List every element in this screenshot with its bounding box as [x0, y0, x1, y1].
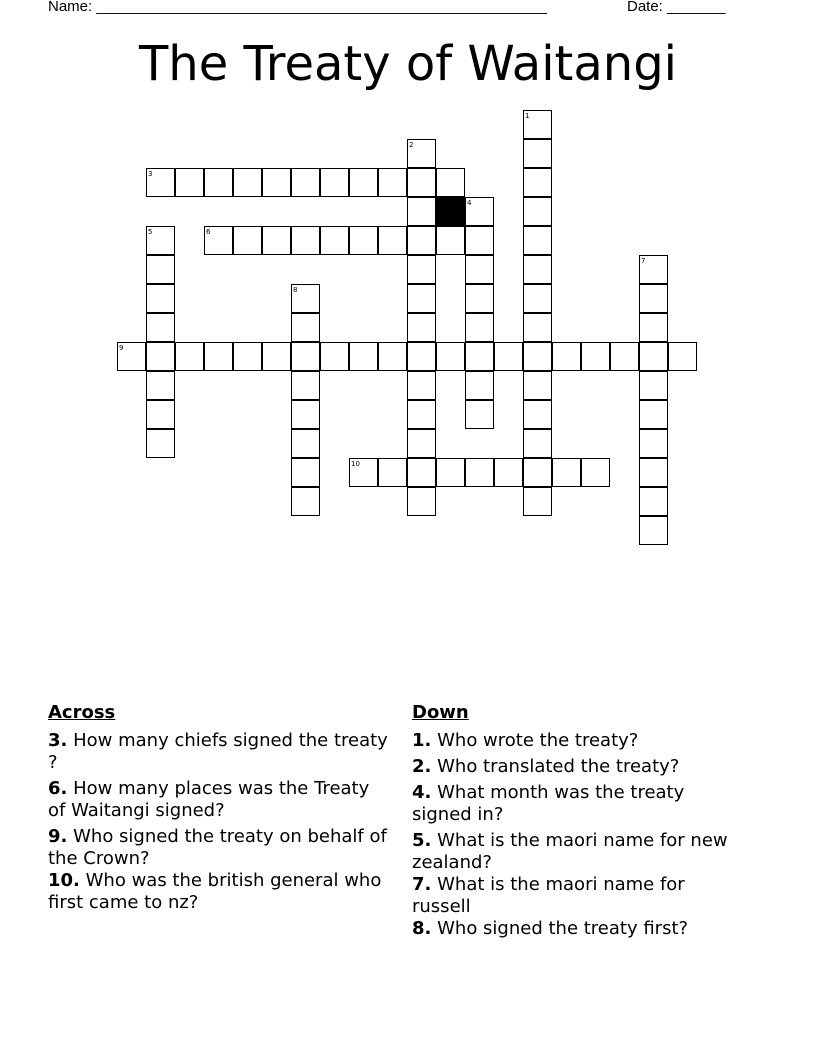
grid-cell[interactable]: [291, 226, 320, 255]
grid-cell[interactable]: [523, 226, 552, 255]
grid-cell[interactable]: [465, 255, 494, 284]
grid-cell[interactable]: [146, 371, 175, 400]
grid-cell[interactable]: [465, 342, 494, 371]
clue-down-5: 5. What is the maori name for new zealand?: [412, 830, 728, 873]
grid-cell[interactable]: [639, 342, 668, 371]
grid-cell[interactable]: [291, 313, 320, 342]
grid-cell[interactable]: [407, 313, 436, 342]
grid-cell[interactable]: [291, 487, 320, 516]
grid-cell[interactable]: [233, 168, 262, 197]
grid-cell[interactable]: [378, 342, 407, 371]
clue-number-label: 5: [148, 228, 153, 236]
grid-cell[interactable]: [407, 429, 436, 458]
grid-cell[interactable]: [465, 400, 494, 429]
grid-cell[interactable]: [233, 342, 262, 371]
grid-cell[interactable]: [639, 400, 668, 429]
grid-cell[interactable]: [407, 342, 436, 371]
grid-cell[interactable]: [262, 168, 291, 197]
grid-cell[interactable]: [204, 168, 233, 197]
clue-number-label: 4: [467, 199, 472, 207]
down-clues: [412, 702, 742, 944]
grid-cell[interactable]: [233, 226, 262, 255]
grid-cell[interactable]: [523, 371, 552, 400]
grid-cell[interactable]: [494, 342, 523, 371]
grid-cell[interactable]: [291, 371, 320, 400]
grid-cell[interactable]: [436, 342, 465, 371]
clue-across-3: 3. How many chiefs signed the treaty ?: [48, 730, 388, 773]
clue-number-label: 6: [206, 228, 211, 236]
grid-cell[interactable]: [349, 342, 378, 371]
grid-cell[interactable]: [581, 342, 610, 371]
grid-cell[interactable]: [465, 284, 494, 313]
grid-cell[interactable]: [436, 168, 465, 197]
grid-cell[interactable]: [639, 516, 668, 545]
grid-cell[interactable]: [407, 400, 436, 429]
grid-cell[interactable]: [407, 284, 436, 313]
grid-cell[interactable]: [523, 429, 552, 458]
grid-cell[interactable]: [639, 371, 668, 400]
clue-across-9: 9. Who signed the treaty on behalf of the Crown?: [48, 826, 387, 869]
grid-cell[interactable]: [465, 313, 494, 342]
grid-cell[interactable]: [552, 342, 581, 371]
grid-cell[interactable]: [262, 342, 291, 371]
clue-number-label: 3: [148, 170, 153, 178]
grid-cell[interactable]: [465, 458, 494, 487]
grid-cell[interactable]: [523, 342, 552, 371]
clue-number-label: 10: [351, 460, 360, 468]
clue-number-label: 7: [641, 257, 646, 265]
grid-cell[interactable]: [320, 342, 349, 371]
page-title: The Treaty of Waitangi: [138, 36, 678, 92]
grid-cell[interactable]: [320, 226, 349, 255]
grid-cell[interactable]: [378, 458, 407, 487]
clue-across-6: 6. How many places was the Treaty of Waitangi signed?: [48, 778, 370, 821]
grid-cell[interactable]: [407, 226, 436, 255]
grid-cell[interactable]: [523, 284, 552, 313]
grid-cell[interactable]: [378, 168, 407, 197]
grid-cell[interactable]: [436, 226, 465, 255]
name-field[interactable]: Name: ______________________________________________________: [48, 0, 547, 15]
grid-cell[interactable]: [465, 371, 494, 400]
grid-cell[interactable]: [378, 226, 407, 255]
grid-cell[interactable]: [523, 255, 552, 284]
grid-cell[interactable]: [349, 168, 378, 197]
grid-cell[interactable]: [639, 487, 668, 516]
grid-cell[interactable]: [320, 168, 349, 197]
clue-down-2: 2. Who translated the treaty?: [412, 756, 680, 777]
grid-cell[interactable]: [407, 487, 436, 516]
across-clues: [48, 702, 388, 918]
clue-number-label: 2: [409, 141, 414, 149]
date-field[interactable]: Date: _______: [627, 0, 726, 15]
grid-cell[interactable]: [407, 197, 436, 226]
black-cell: [436, 197, 465, 226]
grid-cell[interactable]: [523, 313, 552, 342]
grid-cell[interactable]: [175, 168, 204, 197]
grid-cell[interactable]: [146, 400, 175, 429]
grid-cell[interactable]: [436, 458, 465, 487]
grid-cell[interactable]: [407, 255, 436, 284]
grid-cell[interactable]: [407, 168, 436, 197]
grid-cell[interactable]: [291, 429, 320, 458]
grid-cell[interactable]: [494, 458, 523, 487]
grid-cell[interactable]: [581, 458, 610, 487]
grid-cell[interactable]: [523, 487, 552, 516]
grid-cell[interactable]: [291, 168, 320, 197]
grid-cell[interactable]: [146, 429, 175, 458]
grid-cell[interactable]: [291, 400, 320, 429]
clue-down-1: 1. Who wrote the treaty?: [412, 730, 639, 751]
clue-number-label: 1: [525, 112, 530, 120]
grid-cell[interactable]: [262, 226, 291, 255]
grid-cell[interactable]: [523, 400, 552, 429]
clue-across-10: 10. Who was the british general who first came to nz?: [48, 870, 382, 913]
grid-cell[interactable]: [291, 342, 320, 371]
grid-cell[interactable]: [407, 458, 436, 487]
grid-cell[interactable]: [204, 342, 233, 371]
grid-cell[interactable]: [639, 458, 668, 487]
clue-down-4: 4. What month was the treaty signed in?: [412, 782, 685, 825]
grid-cell[interactable]: [523, 458, 552, 487]
down-heading: Down: [412, 702, 469, 723]
grid-cell[interactable]: [639, 429, 668, 458]
clue-number-label: 9: [119, 344, 124, 352]
grid-cell[interactable]: [146, 284, 175, 313]
grid-cell[interactable]: [668, 342, 697, 371]
grid-cell[interactable]: [291, 458, 320, 487]
clue-down-7: 7. What is the maori name for russell: [412, 874, 685, 917]
grid-cell[interactable]: [146, 255, 175, 284]
grid-cell[interactable]: [552, 458, 581, 487]
grid-cell[interactable]: [639, 284, 668, 313]
grid-cell[interactable]: [523, 139, 552, 168]
clue-number-label: 8: [293, 286, 298, 294]
grid-cell[interactable]: [407, 371, 436, 400]
grid-cell[interactable]: [465, 226, 494, 255]
across-heading: Across: [48, 702, 116, 723]
grid-cell[interactable]: [523, 197, 552, 226]
grid-cell[interactable]: [523, 168, 552, 197]
grid-cell[interactable]: [175, 342, 204, 371]
grid-cell[interactable]: [610, 342, 639, 371]
grid-cell[interactable]: [639, 313, 668, 342]
grid-cell[interactable]: [349, 226, 378, 255]
clue-down-8: 8. Who signed the treaty first?: [412, 918, 689, 939]
grid-cell[interactable]: [146, 313, 175, 342]
grid-cell[interactable]: [146, 342, 175, 371]
